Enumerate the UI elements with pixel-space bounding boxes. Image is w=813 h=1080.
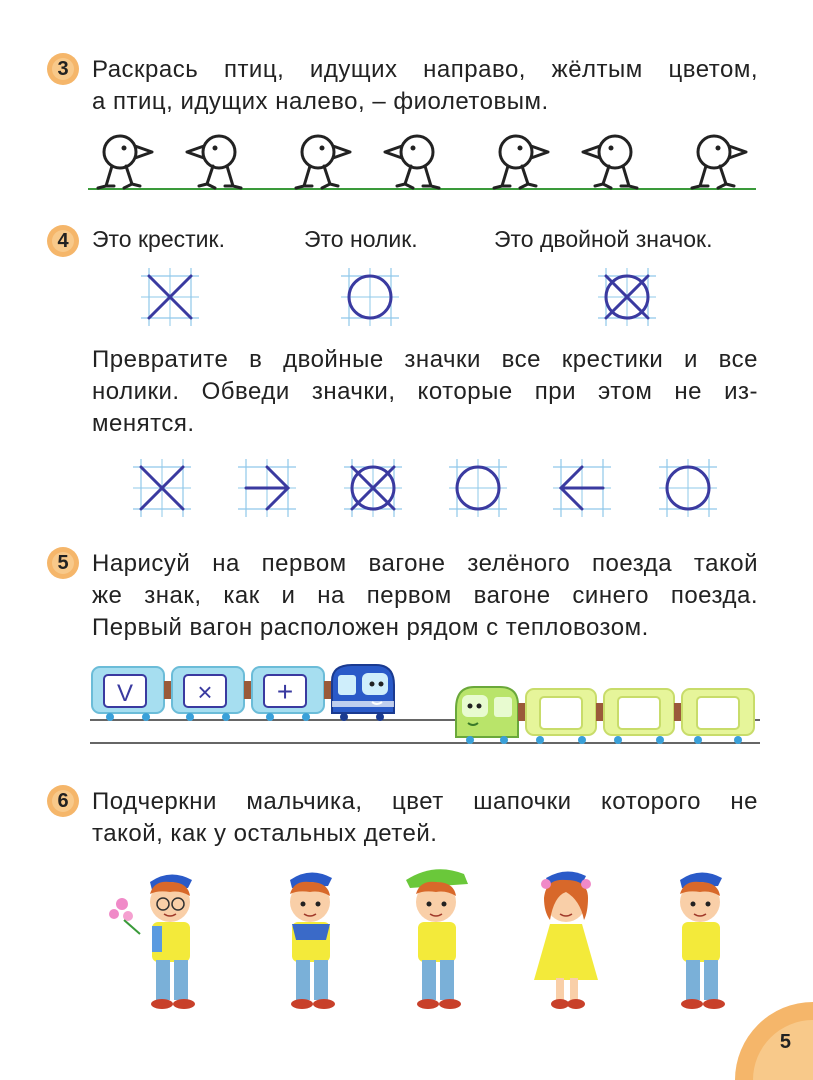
task-3-line-1: Раскрась птиц, идущих направо, жёлтым цветом, xyxy=(92,56,758,83)
sign-2-arrow-right[interactable] xyxy=(238,459,296,517)
sign-6-circle[interactable] xyxy=(659,459,717,517)
coupler xyxy=(244,681,252,699)
label-cross: Это крестик. xyxy=(92,226,225,252)
coupler xyxy=(596,703,604,721)
task-number: 3 xyxy=(57,58,69,80)
task-4-line-3: менятся. xyxy=(92,410,195,437)
task-5-number-badge xyxy=(46,546,80,580)
task-number: 6 xyxy=(57,790,69,812)
birds-row xyxy=(80,128,760,198)
sign-1-cross[interactable] xyxy=(133,459,191,517)
task-number: 4 xyxy=(57,230,69,252)
sign-5-arrow-left[interactable] xyxy=(553,459,611,517)
trains-scene xyxy=(0,655,813,755)
wagon-sign-text: × xyxy=(197,677,213,707)
task-5-line-2: же знак, как и на первом вагоне синего поезда. xyxy=(92,582,758,609)
bird-6-facing-left[interactable] xyxy=(583,136,637,188)
bird-5-facing-right[interactable] xyxy=(494,136,548,188)
blue-wagon-3 xyxy=(252,667,324,721)
coupler xyxy=(164,681,172,699)
empty-sign-box[interactable] xyxy=(697,697,739,729)
label-double: Это двойной значок. xyxy=(494,226,713,252)
task-4-line-1: Превратите в двойные значки все крестики и все xyxy=(92,346,758,373)
green-wagon-1 xyxy=(526,689,596,744)
child-4-girl[interactable] xyxy=(534,871,598,1009)
wagon-sign-text: V xyxy=(116,680,134,707)
task-6-line-2: такой, как у остальных детей. xyxy=(92,820,438,847)
task-6-number-badge xyxy=(46,784,80,818)
bird-1-facing-right[interactable] xyxy=(98,136,152,188)
bird-2-facing-left[interactable] xyxy=(187,136,241,188)
bird-7-facing-right[interactable] xyxy=(692,136,746,188)
page-corner-gear-icon xyxy=(733,1000,813,1080)
sign-4-circle[interactable] xyxy=(449,459,507,517)
empty-sign-box[interactable] xyxy=(540,697,582,729)
green-train xyxy=(456,687,754,744)
coupler xyxy=(324,681,332,699)
bird-4-facing-left[interactable] xyxy=(385,136,439,188)
page-number: 5 xyxy=(779,1031,791,1053)
task-3-line-2: а птиц, идущих налево, – фиолетовым. xyxy=(92,88,549,115)
example-double-sign[interactable] xyxy=(598,268,656,326)
sign-3-double[interactable] xyxy=(344,459,402,517)
child-1-boy-with-flowers[interactable] xyxy=(109,874,195,1009)
child-2-boy[interactable] xyxy=(290,872,335,1009)
flower-icon xyxy=(116,898,128,910)
bird-3-facing-right[interactable] xyxy=(296,136,350,188)
task-5-line-3: Первый вагон расположен рядом с тепловозом. xyxy=(92,614,649,641)
example-circle-sign[interactable] xyxy=(341,268,399,326)
green-locomotive xyxy=(456,687,518,744)
task-3-number-badge xyxy=(46,52,80,86)
green-wagon-3 xyxy=(682,689,754,744)
empty-sign-box[interactable] xyxy=(618,697,660,729)
blue-locomotive xyxy=(332,665,394,721)
coupler xyxy=(674,703,682,721)
child-5-boy[interactable] xyxy=(680,872,725,1009)
signs-row xyxy=(0,452,813,524)
task-number: 5 xyxy=(57,552,69,574)
task-5-line-1: Нарисуй на первом вагоне зелёного поезда такой xyxy=(92,550,758,577)
children-row xyxy=(90,862,750,1027)
example-signs xyxy=(0,262,813,332)
blue-wagon-1 xyxy=(92,667,164,721)
blue-train xyxy=(92,665,394,721)
child-3-boy-green-cap[interactable] xyxy=(406,869,468,1009)
blue-wagon-2 xyxy=(172,667,244,721)
coupler xyxy=(518,703,526,721)
green-wagon-2 xyxy=(604,689,674,744)
example-cross-sign[interactable] xyxy=(141,268,199,326)
task-4-line-2: нолики. Обведи значки, которые при этом не из- xyxy=(92,378,758,405)
task-6-line-1: Подчеркни мальчика, цвет шапочки которого не xyxy=(92,788,758,815)
label-circle: Это нолик. xyxy=(304,226,418,252)
task-4-number-badge xyxy=(46,224,80,258)
wagon-sign-text: + xyxy=(276,676,294,707)
